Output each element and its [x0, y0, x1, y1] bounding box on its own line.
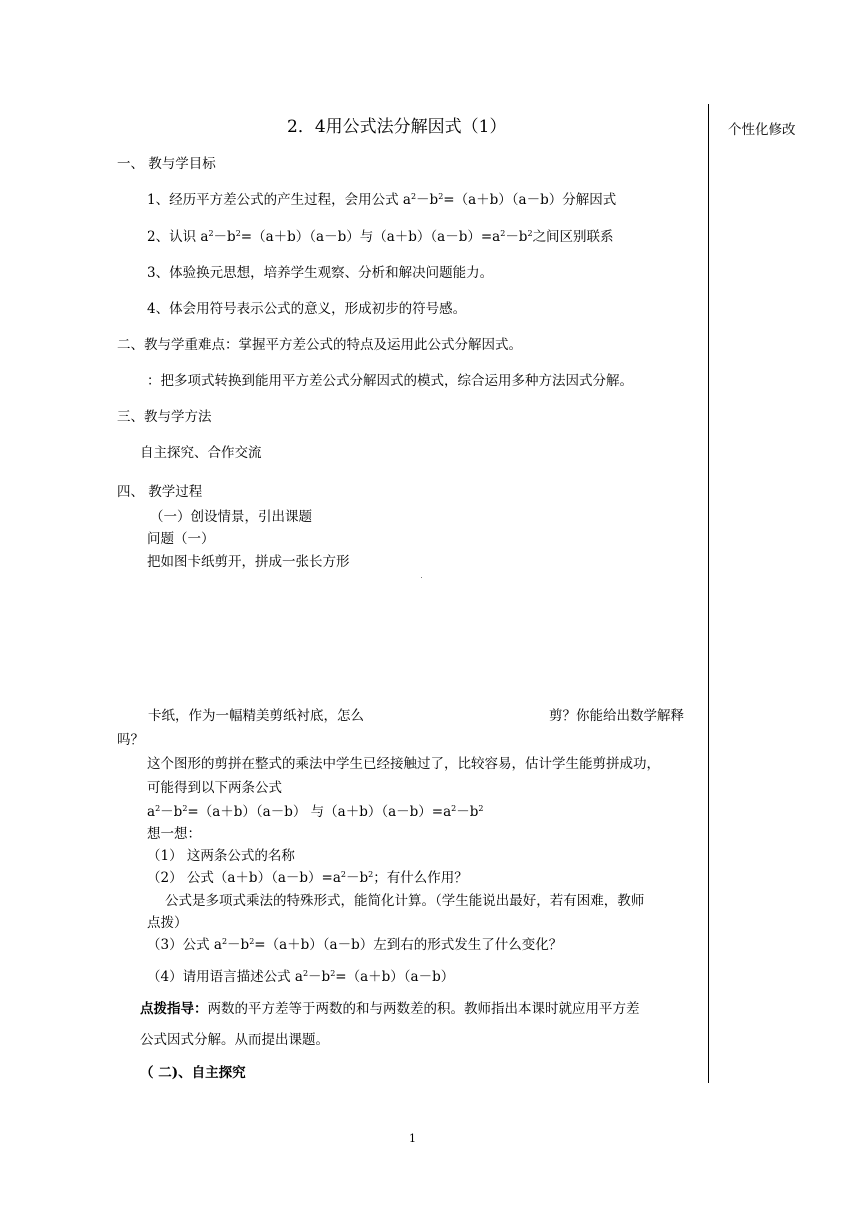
page-number: 1 [409, 1132, 416, 1145]
section2-heading: 二、教与学重难点：掌握平方差公式的特点及运用此公式分解因式。 [117, 337, 522, 353]
section3-method: 自主探究、合作交流 [140, 445, 262, 461]
margin-divider [708, 104, 709, 1083]
objective-2: 2、认识 $a^2-b^2=(a+b)(a-b)$与$(a+b)(a-b)=a^2-b^2$之间区别联系 [147, 229, 614, 245]
section4-heading: 四、 教学过程 [117, 484, 203, 500]
cut-question-end: 剪？你能给出数学解释 [549, 708, 684, 724]
objective-1: 1、经历平方差公式的产生过程，会用公式 $a^2-b^2=(a+b)(a-b)$分解因式 [147, 192, 617, 208]
cut-question-wrap: 吗？ [117, 732, 144, 748]
answer-line-1: 公式是多项式乘法的特殊形式，能简化计算。（学生能说出最好，若有困难，教师 [165, 893, 645, 909]
question-4: （4）请用语言描述公式 $a^2-b^2=(a+b)(a-b)$ [147, 969, 455, 985]
objective-3: 3、体验换元思想，培养学生观察、分析和解决问题能力。 [147, 265, 494, 281]
guide-label: 点拨指导： [140, 1001, 208, 1017]
section1-heading: 一、 教与学目标 [117, 156, 216, 172]
question-2: （2） 公式$(a+b)(a-b)=a^2-b^2$；有什么作用？ [147, 870, 468, 886]
problem-instruction: 把如图卡纸剪开，拼成一张长方形 [147, 554, 350, 570]
think-label: 想一想： [147, 826, 201, 842]
subsection-2: （ 二)、自主探究 [140, 1065, 246, 1081]
section3-heading: 三、教与学方法 [117, 409, 212, 425]
guide-line-1: 点拨指导：两数的平方差等于两数的和与两数差的积。教师指出本课时就应用平方差 [140, 1001, 640, 1017]
formula-line: $a^2-b^2=(a+b)(a-b)$ 与$(a+b)(a-b)=a^2-b^2$ [147, 804, 484, 820]
problem-label: 问题（一） [147, 531, 215, 547]
section2-difficulty: ：把多项式转换到能用平方差公式分解因式的模式，综合运用多种方法因式分解。 [147, 373, 633, 389]
guide-line-2: 公式因式分解。从而提出课题。 [140, 1032, 329, 1048]
question-1: （1） 这两条公式的名称 [147, 848, 295, 864]
question-3: （3）公式 $a^2-b^2=(a+b)(a-b)$左到右的形式发生了什么变化？ [147, 937, 563, 953]
side-note: 个性化修改 [728, 122, 796, 138]
figure-placeholder [421, 577, 422, 578]
para-line-1: 这个图形的剪拼在整式的乘法中学生已经接触过了，比较容易，估计学生能剪拼成功， [147, 756, 660, 772]
subsection-1: （一）创设情景，引出课题 [150, 509, 312, 525]
para-line-2: 可能得到以下两条公式 [147, 780, 282, 796]
page-title: 2．4用公式法分解因式（1） [287, 117, 507, 137]
objective-4: 4、体会用符号表示公式的意义，形成初步的符号感。 [147, 301, 467, 317]
answer-line-2: 点拨） [147, 915, 188, 931]
cut-question-start: 卡纸，作为一幅精美剪纸衬底，怎么 [148, 708, 364, 724]
